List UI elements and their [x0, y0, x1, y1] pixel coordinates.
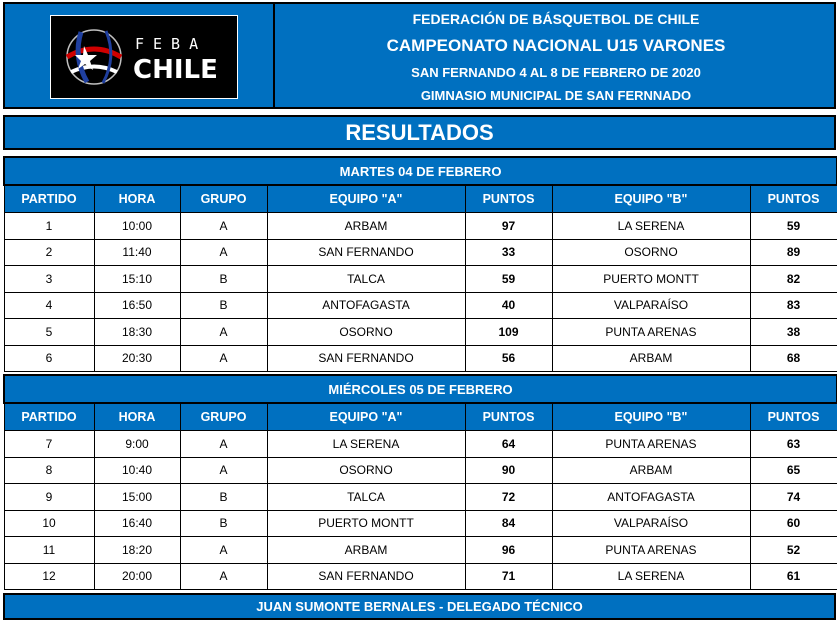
column-header: EQUIPO "B" [552, 185, 750, 213]
column-header: EQUIPO "A" [267, 403, 465, 431]
cell-puntos-a: 109 [465, 319, 552, 346]
cell-puntos-b: 59 [750, 213, 837, 240]
cell-equipo-b: ARBAM [552, 345, 750, 372]
cell-equipo-a: SAN FERNANDO [267, 345, 465, 372]
cell-partido: 7 [4, 431, 94, 458]
cell-equipo-a: TALCA [267, 266, 465, 293]
column-header: PUNTOS [465, 185, 552, 213]
cell-equipo-b: OSORNO [552, 239, 750, 266]
cell-grupo: B [180, 292, 267, 319]
cell-equipo-b: VALPARAÍSO [552, 510, 750, 537]
cell-partido: 10 [4, 510, 94, 537]
cell-grupo: A [180, 563, 267, 590]
cell-equipo-b: ANTOFAGASTA [552, 484, 750, 511]
cell-equipo-b: ARBAM [552, 457, 750, 484]
cell-grupo: B [180, 266, 267, 293]
cell-puntos-b: 65 [750, 457, 837, 484]
results-title: RESULTADOS [3, 115, 836, 150]
event-dates: SAN FERNANDO 4 AL 8 DE FEBRERO DE 2020 [411, 65, 701, 80]
table-row [4, 563, 837, 590]
cell-grupo: A [180, 345, 267, 372]
results-table-day-1 [3, 156, 837, 372]
cell-hora: 16:50 [94, 292, 180, 319]
column-header: PARTIDO [4, 403, 94, 431]
table-row [4, 537, 837, 564]
cell-partido: 9 [4, 484, 94, 511]
cell-partido: 4 [4, 292, 94, 319]
cell-equipo-b: PUNTA ARENAS [552, 431, 750, 458]
cell-puntos-a: 40 [465, 292, 552, 319]
page-header [3, 2, 836, 109]
cell-equipo-a: SAN FERNANDO [267, 563, 465, 590]
table-row [4, 510, 837, 537]
cell-equipo-b: PUERTO MONTT [552, 266, 750, 293]
event-venue: GIMNASIO MUNICIPAL DE SAN FERNNADO [420, 88, 692, 103]
cell-puntos-a: 59 [465, 266, 552, 293]
feba-chile-logo [50, 15, 238, 99]
cell-hora: 18:30 [94, 319, 180, 346]
cell-grupo: A [180, 239, 267, 266]
cell-equipo-a: TALCA [267, 484, 465, 511]
cell-puntos-a: 84 [465, 510, 552, 537]
cell-puntos-a: 90 [465, 457, 552, 484]
column-header: HORA [94, 403, 180, 431]
table-row [4, 431, 837, 458]
cell-equipo-b: PUNTA ARENAS [552, 319, 750, 346]
cell-equipo-a: PUERTO MONTT [267, 510, 465, 537]
cell-grupo: A [180, 319, 267, 346]
cell-partido: 5 [4, 319, 94, 346]
cell-partido: 2 [4, 239, 94, 266]
basketball-logo-icon [51, 16, 237, 98]
table-row [4, 266, 837, 293]
cell-puntos-b: 68 [750, 345, 837, 372]
cell-grupo: B [180, 484, 267, 511]
day-title: MARTES 04 DE FEBRERO [4, 157, 837, 185]
column-header: PUNTOS [750, 185, 837, 213]
cell-partido: 3 [4, 266, 94, 293]
column-header: PARTIDO [4, 185, 94, 213]
cell-hora: 15:00 [94, 484, 180, 511]
cell-equipo-a: OSORNO [267, 457, 465, 484]
cell-puntos-a: 72 [465, 484, 552, 511]
cell-puntos-a: 64 [465, 431, 552, 458]
table-row [4, 345, 837, 372]
cell-puntos-b: 60 [750, 510, 837, 537]
cell-puntos-a: 56 [465, 345, 552, 372]
cell-partido: 6 [4, 345, 94, 372]
cell-partido: 12 [4, 563, 94, 590]
column-header: GRUPO [180, 403, 267, 431]
cell-hora: 16:40 [94, 510, 180, 537]
cell-equipo-a: SAN FERNANDO [267, 239, 465, 266]
logo-feba-text: FEBA [135, 35, 208, 53]
cell-equipo-a: ARBAM [267, 213, 465, 240]
cell-hora: 18:20 [94, 537, 180, 564]
cell-partido: 8 [4, 457, 94, 484]
cell-equipo-b: LA SERENA [552, 563, 750, 590]
cell-puntos-a: 71 [465, 563, 552, 590]
cell-grupo: A [180, 213, 267, 240]
column-header: PUNTOS [750, 403, 837, 431]
cell-puntos-b: 63 [750, 431, 837, 458]
technical-delegate: JUAN SUMONTE BERNALES - DELEGADO TÉCNICO [3, 593, 836, 620]
championship-title: CAMPEONATO NACIONAL U15 VARONES [386, 36, 726, 55]
day-title: MIÉRCOLES 05 DE FEBRERO [4, 375, 837, 403]
federation-title: FEDERACIÓN DE BÁSQUETBOL DE CHILE [412, 11, 700, 27]
cell-puntos-b: 61 [750, 563, 837, 590]
cell-puntos-b: 83 [750, 292, 837, 319]
column-header: GRUPO [180, 185, 267, 213]
cell-equipo-b: PUNTA ARENAS [552, 537, 750, 564]
table-row [4, 484, 837, 511]
column-header: EQUIPO "A" [267, 185, 465, 213]
table-row [4, 213, 837, 240]
cell-grupo: A [180, 537, 267, 564]
cell-puntos-b: 52 [750, 537, 837, 564]
cell-equipo-b: LA SERENA [552, 213, 750, 240]
cell-hora: 20:00 [94, 563, 180, 590]
cell-grupo: A [180, 457, 267, 484]
header-titles [273, 4, 837, 107]
cell-puntos-a: 96 [465, 537, 552, 564]
cell-puntos-a: 97 [465, 213, 552, 240]
cell-puntos-a: 33 [465, 239, 552, 266]
table-row [4, 457, 837, 484]
table-row [4, 292, 837, 319]
cell-hora: 10:40 [94, 457, 180, 484]
column-header: HORA [94, 185, 180, 213]
cell-hora: 15:10 [94, 266, 180, 293]
cell-puntos-b: 89 [750, 239, 837, 266]
cell-equipo-a: OSORNO [267, 319, 465, 346]
table-row [4, 239, 837, 266]
column-header: PUNTOS [465, 403, 552, 431]
cell-grupo: A [180, 431, 267, 458]
cell-puntos-b: 38 [750, 319, 837, 346]
cell-partido: 1 [4, 213, 94, 240]
cell-puntos-b: 82 [750, 266, 837, 293]
table-row [4, 319, 837, 346]
cell-grupo: B [180, 510, 267, 537]
cell-partido: 11 [4, 537, 94, 564]
column-header-row [4, 403, 837, 431]
cell-hora: 11:40 [94, 239, 180, 266]
column-header-row [4, 185, 837, 213]
cell-equipo-a: ARBAM [267, 537, 465, 564]
cell-hora: 9:00 [94, 431, 180, 458]
cell-hora: 20:30 [94, 345, 180, 372]
logo-chile-text: CHILE [133, 55, 218, 85]
cell-equipo-a: ANTOFAGASTA [267, 292, 465, 319]
cell-puntos-b: 74 [750, 484, 837, 511]
cell-equipo-b: VALPARAÍSO [552, 292, 750, 319]
column-header: EQUIPO "B" [552, 403, 750, 431]
results-table-day-2 [3, 374, 837, 590]
cell-equipo-a: LA SERENA [267, 431, 465, 458]
cell-hora: 10:00 [94, 213, 180, 240]
